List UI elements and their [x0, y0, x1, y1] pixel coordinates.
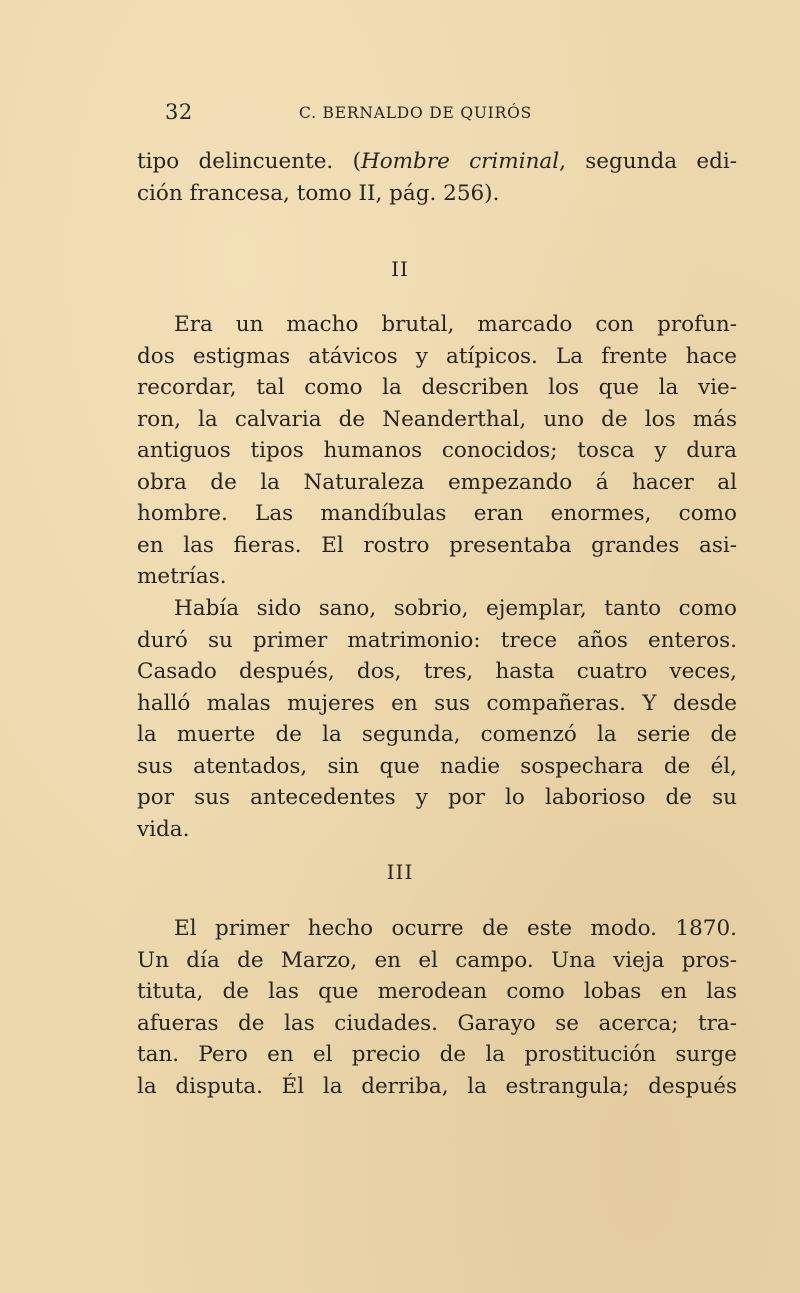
text-line: Casado después, dos, tres, hasta cuatro veces,: [137, 659, 737, 684]
section-2-paragraph-1: [137, 309, 737, 593]
text-line: duró su primer matrimonio: trece años enteros.: [137, 627, 737, 653]
text-line: en las fieras. El rostro presentaba grandes asi-: [137, 532, 737, 558]
text-line: dos estigmas atávicos y atípicos. La frente hace: [137, 343, 737, 369]
intro-paragraph: [137, 146, 737, 209]
book-title: Hombre criminal: [360, 149, 560, 174]
section-heading-3: III: [386, 860, 414, 884]
text-line: El primer hecho ocurre de este modo. 1870.: [174, 916, 737, 941]
text-line: recordar, tal como la describen los que la vie-: [137, 375, 737, 400]
intro-line-1: tipo delincuente. (Hombre criminal, segunda edi-: [137, 149, 737, 174]
text-line: sus atentados, sin que nadie sospechara de él,: [137, 753, 737, 779]
text-line: vida.: [137, 816, 190, 842]
section-3-paragraph-1: [137, 913, 737, 1102]
page-header: [165, 100, 560, 128]
text-line: tituta, de las que merodean como lobas en las: [137, 979, 737, 1004]
text-line: antiguos tipos humanos conocidos; tosca y dura: [137, 438, 737, 463]
text-line: afueras de las ciudades. Garayo se acerca; tra-: [137, 1010, 737, 1036]
text-line: la disputa. Él la derriba, la estrangula; después: [137, 1073, 737, 1099]
page-number: 32: [165, 100, 193, 124]
text-line: Un día de Marzo, en el campo. Una vieja pros-: [137, 947, 737, 973]
intro-line-2: ción francesa, tomo II, pág. 256).: [137, 180, 500, 206]
running-head: C. BERNALDO DE QUIRÓS: [299, 104, 533, 122]
text-line: obra de la Naturaleza empezando á hacer al: [137, 469, 737, 495]
text-line: Había sido sano, sobrio, ejemplar, tanto como: [174, 596, 737, 621]
text-line: Era un macho brutal, marcado con profun-: [174, 312, 737, 337]
text-line: tan. Pero en el precio de la prostitución surge: [137, 1042, 737, 1067]
text-line: hombre. Las mandíbulas eran enormes, como: [137, 501, 737, 526]
text-line: la muerte de la segunda, comenzó la serie de: [137, 722, 737, 747]
text-line: por sus antecedentes y por lo laborioso de su: [137, 785, 737, 810]
section-2-paragraph-2: [137, 593, 737, 845]
text-line: halló malas mujeres en sus compañeras. Y desde: [137, 690, 737, 716]
text-line: ron, la calvaria de Neanderthal, uno de los más: [137, 406, 737, 432]
text-line: metrías.: [137, 564, 227, 589]
section-heading-2: II: [391, 257, 409, 281]
